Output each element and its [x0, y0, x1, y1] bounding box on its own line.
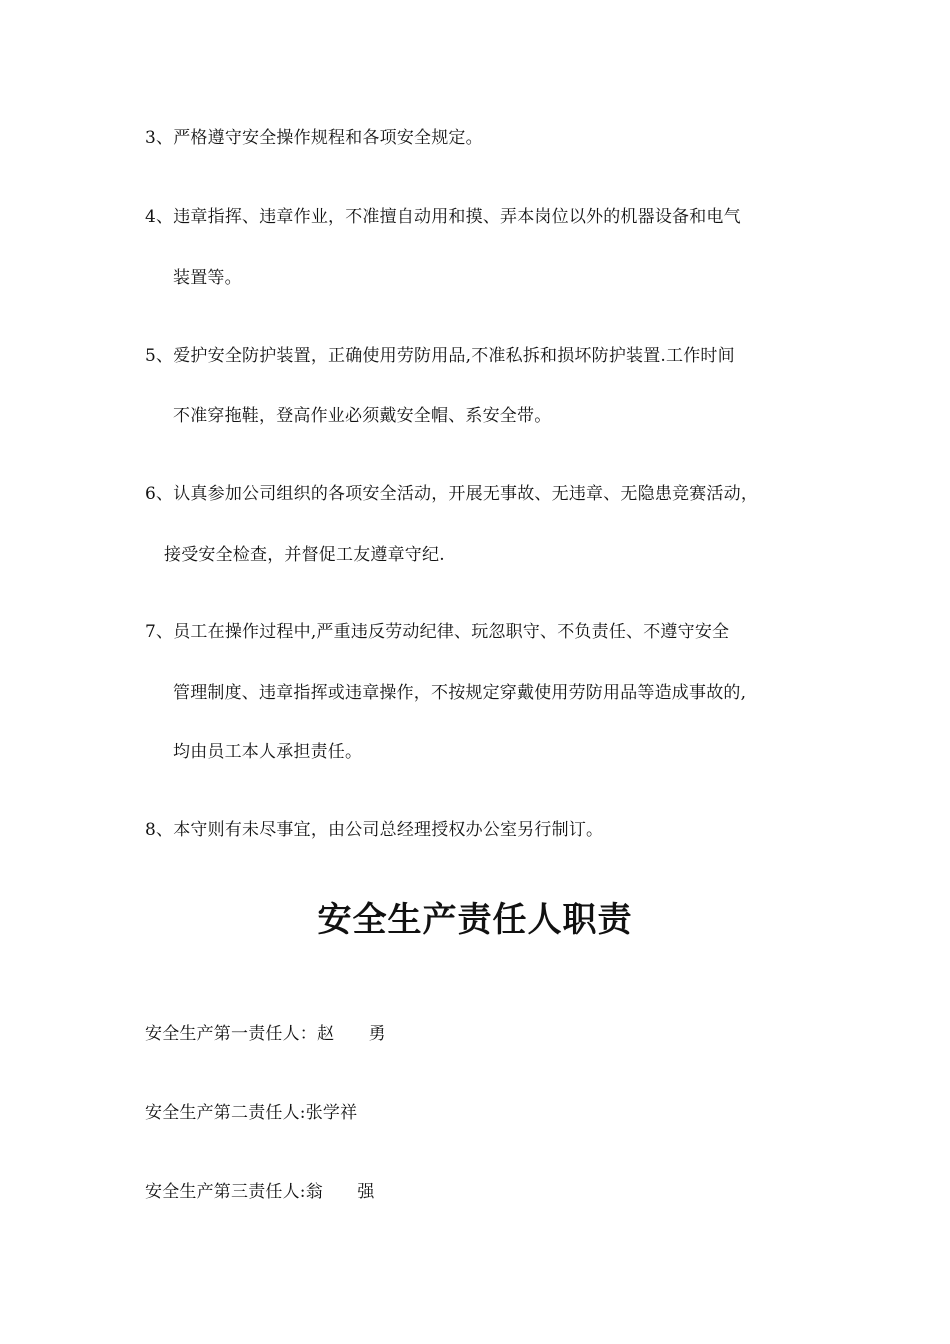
responsible-person-1	[145, 1022, 386, 1046]
section-title: 安全生产责任人职责	[317, 900, 633, 940]
rule-text: 员工在操作过程中,严重违反劳动纪律、玩忽职守、不负责任、不遵守安全	[173, 622, 730, 642]
rule-6-line-1	[145, 482, 758, 506]
rule-text: 本守则有未尽事宜，由公司总经理授权办公室另行制订。	[173, 820, 604, 840]
responsible-person-label: 安全生产第二责任人:	[145, 1103, 306, 1123]
responsible-person-2	[145, 1101, 357, 1125]
responsible-person-name: 赵 勇	[317, 1024, 386, 1044]
rule-text: 违章指挥、违章作业，不准擅自动用和摸、弄本岗位以外的机器设备和电气	[173, 207, 741, 227]
rule-number: 8、	[145, 820, 174, 840]
rule-number: 6、	[145, 484, 174, 504]
rule-number: 4、	[145, 207, 174, 227]
rule-7-line-3: 均由员工本人承担责任。	[173, 742, 363, 762]
responsible-person-name: 张学祥	[305, 1103, 358, 1123]
responsible-person-label: 安全生产第一责任人：	[145, 1024, 317, 1044]
rule-8-line-1	[145, 818, 603, 842]
rule-text: 严格遵守安全操作规程和各项安全规定。	[173, 128, 483, 148]
rule-4-line-1	[145, 205, 741, 229]
rule-3-line-1	[145, 126, 483, 150]
rule-4-line-2: 装置等。	[173, 268, 242, 288]
rule-number: 7、	[145, 622, 174, 642]
rule-text: 爱护安全防护装置，正确使用劳防用品,不准私拆和损坏防护装置.工作时间	[173, 346, 735, 366]
responsible-person-name: 翁 强	[305, 1182, 375, 1202]
rule-7-line-2: 管理制度、违章指挥或违章操作，不按规定穿戴使用劳防用品等造成事故的,	[173, 683, 747, 703]
rule-6-line-2: 接受安全检查，并督促工友遵章守纪.	[164, 545, 445, 565]
rule-number: 3、	[145, 128, 174, 148]
rule-number: 5、	[145, 346, 174, 366]
responsible-person-3	[145, 1180, 375, 1204]
rule-5-line-2: 不准穿拖鞋，登高作业必须戴安全帽、系安全带。	[173, 406, 552, 426]
rule-7-line-1	[145, 620, 729, 644]
rule-5-line-1	[145, 344, 735, 368]
rule-text: 认真参加公司组织的各项安全活动，开展无事故、无违章、无隐患竞赛活动，	[173, 484, 759, 504]
responsible-person-label: 安全生产第三责任人:	[145, 1182, 306, 1202]
